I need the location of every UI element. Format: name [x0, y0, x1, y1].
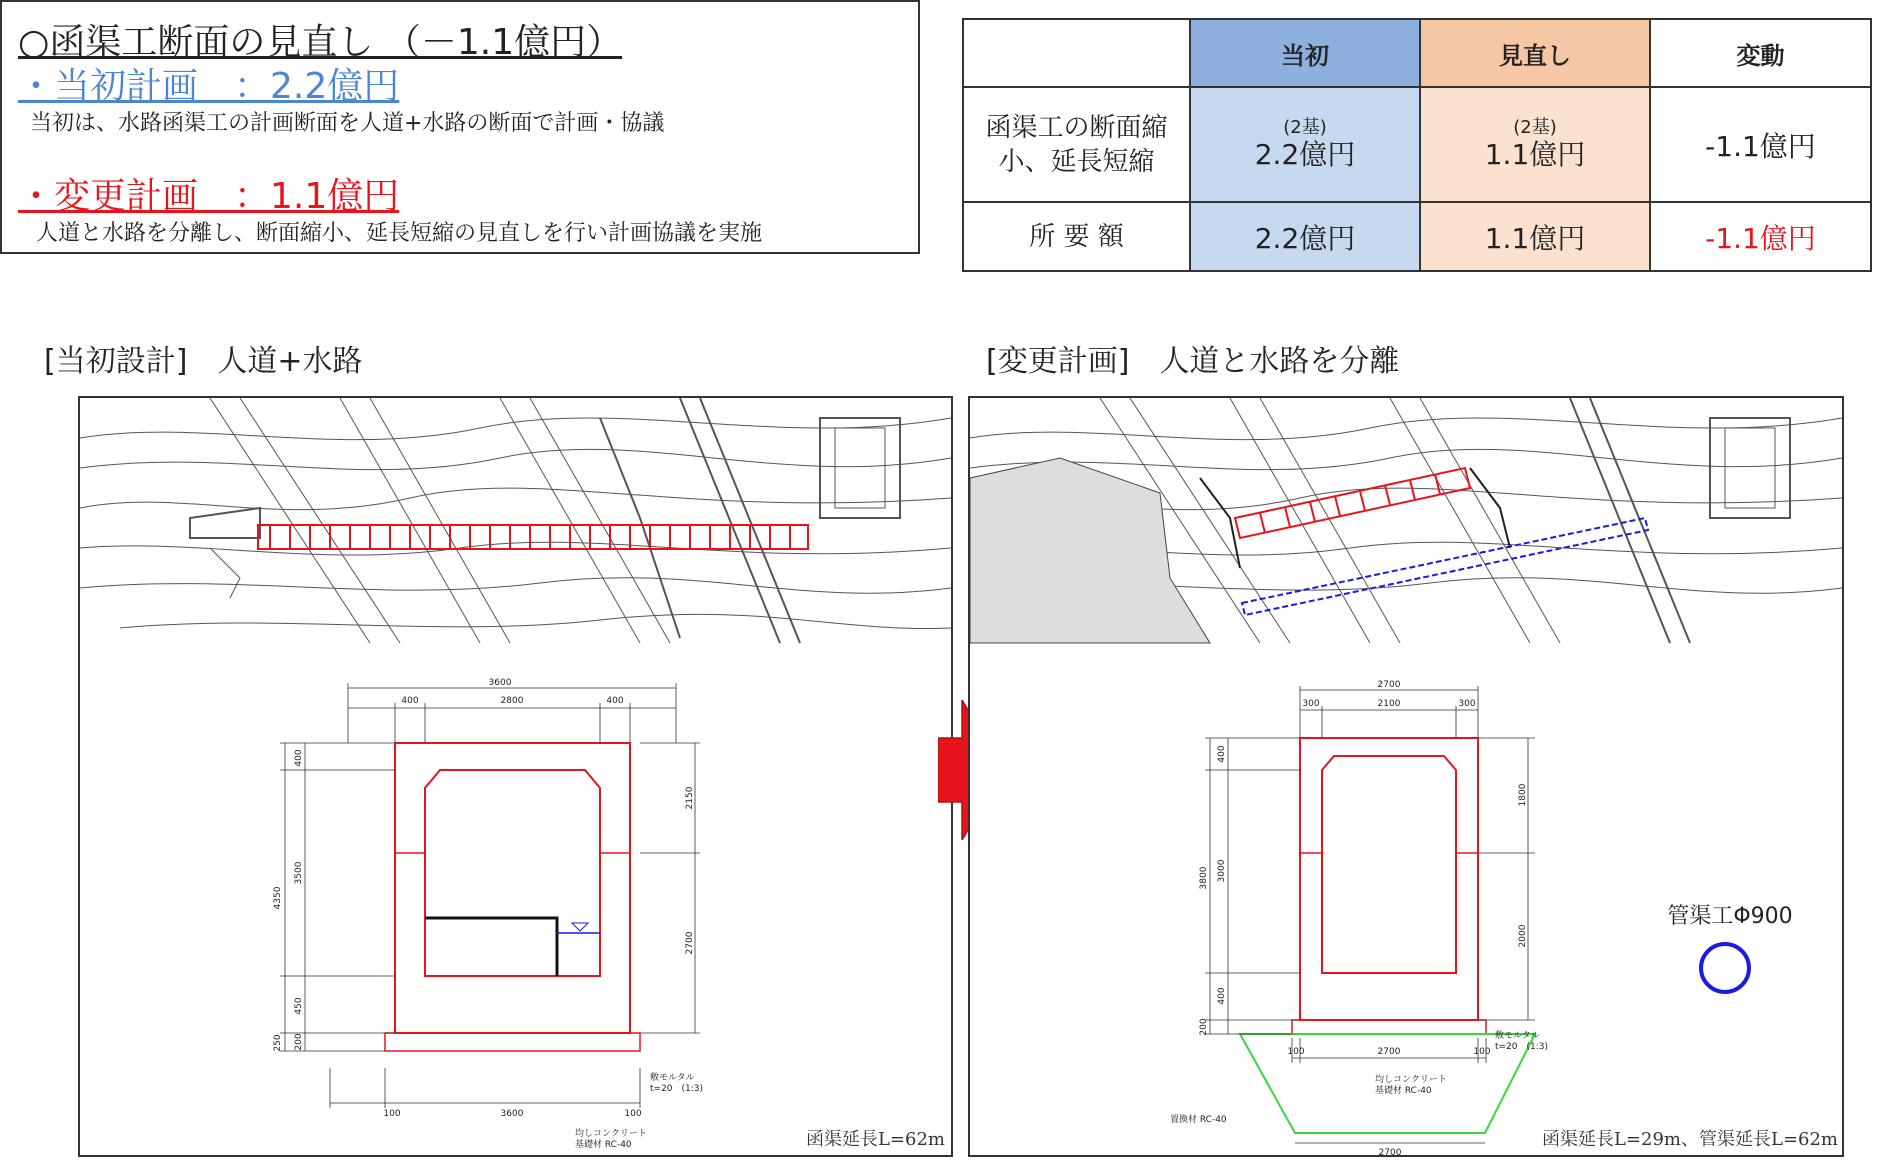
left-dim-250: 250: [273, 1034, 283, 1052]
left-drawing: [80, 398, 951, 1155]
row1-initial-value: 2.2億円: [1254, 137, 1356, 171]
right-note-concrete: 均しコンクリート: [1375, 1075, 1447, 1085]
left-dim-2150: 2150: [685, 786, 695, 810]
left-dim-top-left: 400: [401, 696, 419, 706]
row1-change: -1.1億円: [1650, 87, 1871, 202]
header-initial: 当初: [1190, 19, 1420, 87]
left-dim-200: 200: [294, 1033, 304, 1051]
left-dim-bottom-100b: 100: [624, 1109, 642, 1119]
left-dim-450: 450: [294, 997, 304, 1015]
right-pipe-plan: [1242, 518, 1648, 615]
right-dim-400b: 400: [1217, 987, 1227, 1005]
left-cross-section: [385, 743, 640, 1051]
right-dim-200: 200: [1199, 1018, 1209, 1036]
left-dim-top-right: 400: [606, 696, 624, 706]
row1-label-line1: 函渠工の断面縮: [985, 112, 1168, 143]
left-dim-top-total: 3600: [488, 678, 512, 688]
left-dim-2700: 2700: [685, 931, 695, 955]
left-culvert-plan: [258, 525, 808, 549]
row1-label: [963, 87, 1190, 202]
header-revised: 見直し: [1420, 19, 1650, 87]
right-dim-400a: 400: [1217, 745, 1227, 763]
row1-label-line2: 小、延長短縮: [998, 146, 1155, 177]
cost-comparison-table: [962, 18, 1872, 272]
revised-plan-description: 人道と水路を分離し、断面縮小、延長短縮の見直しを行い計画協議を実施: [36, 221, 763, 246]
table-header-row: [963, 19, 1871, 87]
left-note-concrete: 均しコンクリート: [575, 1129, 647, 1139]
right-dim-base-2700: 2700: [1378, 1148, 1402, 1155]
left-dimension-lines: [280, 683, 700, 1108]
right-dimension-lines: [1205, 686, 1535, 1143]
left-dim-bottom-100a: 100: [383, 1109, 401, 1119]
row1-revised-note: (2基): [1513, 116, 1557, 138]
initial-plan-heading: ・当初計画 ：2.2億円: [18, 66, 400, 107]
left-dim-3500: 3500: [294, 861, 304, 885]
right-plan-view: [970, 398, 1842, 643]
row1-initial: [1190, 87, 1420, 202]
left-note-mortar: 敷モルタル: [650, 1073, 695, 1083]
pipe-label: 管渠工Φ900: [1667, 904, 1793, 929]
left-section-title: [当初設計] 人道+水路: [44, 344, 363, 379]
right-note-base: 基礎材 RC-40: [1375, 1086, 1432, 1096]
initial-plan-description: 当初は、水路函渠工の計画断面を人道+水路の断面で計画・協議: [30, 111, 665, 136]
right-dim-top-left: 300: [1302, 699, 1320, 709]
right-dim-top-total: 2700: [1377, 680, 1401, 690]
table-row: [963, 202, 1871, 271]
row2-revised: 1.1億円: [1420, 202, 1650, 271]
left-drawing-panel: [78, 396, 953, 1157]
left-dim-bottom-3600: 3600: [500, 1109, 524, 1119]
row2-change: -1.1億円: [1650, 202, 1871, 271]
right-drawing-panel: [968, 396, 1844, 1157]
right-note-mortar: 敷モルタル: [1495, 1031, 1540, 1041]
right-dim-bottom-2700: 2700: [1377, 1047, 1401, 1057]
right-note-backfill: 置換材 RC-40: [1170, 1115, 1227, 1125]
left-dim-total: 4350: [273, 886, 283, 910]
right-dim-3000: 3000: [1217, 859, 1227, 883]
pipe-circle-icon: [1701, 944, 1749, 992]
row2-initial: 2.2億円: [1190, 202, 1420, 271]
row1-initial-note: (2基): [1283, 116, 1327, 138]
right-dim-3800: 3800: [1199, 866, 1209, 890]
left-dim-400: 400: [294, 749, 304, 767]
summary-title: ○函渠工断面の見直し （－1.1億円）: [18, 22, 623, 63]
row1-revised-value: 1.1億円: [1484, 137, 1586, 171]
right-dim-2000: 2000: [1518, 924, 1528, 948]
right-section-title: [変更計画] 人道と水路を分離: [986, 344, 1400, 379]
right-dim-bottom-100a: 100: [1287, 1047, 1305, 1057]
left-note-base: 基礎材 RC-40: [575, 1140, 632, 1150]
left-dim-top-mid: 2800: [500, 696, 524, 706]
right-note-t: t=20 (1:3): [1495, 1042, 1549, 1052]
right-cross-section: [1240, 738, 1535, 1133]
right-dim-bottom-100b: 100: [1473, 1047, 1491, 1057]
table-row: [963, 87, 1871, 202]
row2-label: 所 要 額: [963, 202, 1190, 271]
left-note-t: t=20 (1:3): [650, 1084, 704, 1094]
header-change: 変動: [1650, 19, 1871, 87]
revised-plan-heading: ・変更計画 ：1.1億円: [18, 176, 400, 217]
right-dim-1800: 1800: [1518, 783, 1528, 807]
right-dim-top-right: 300: [1458, 699, 1476, 709]
right-culvert-plan: [1235, 468, 1470, 538]
right-caption: 函渠延長L=29m、管渠延長L=62m: [1541, 1129, 1838, 1150]
row1-revised: [1420, 87, 1650, 202]
summary-box: [0, 0, 920, 254]
right-dim-top-mid: 2100: [1377, 699, 1401, 709]
left-caption: 函渠延長L=62m: [805, 1129, 945, 1150]
left-plan-view: [80, 398, 951, 643]
right-drawing: [970, 398, 1842, 1155]
header-empty: [963, 19, 1190, 87]
